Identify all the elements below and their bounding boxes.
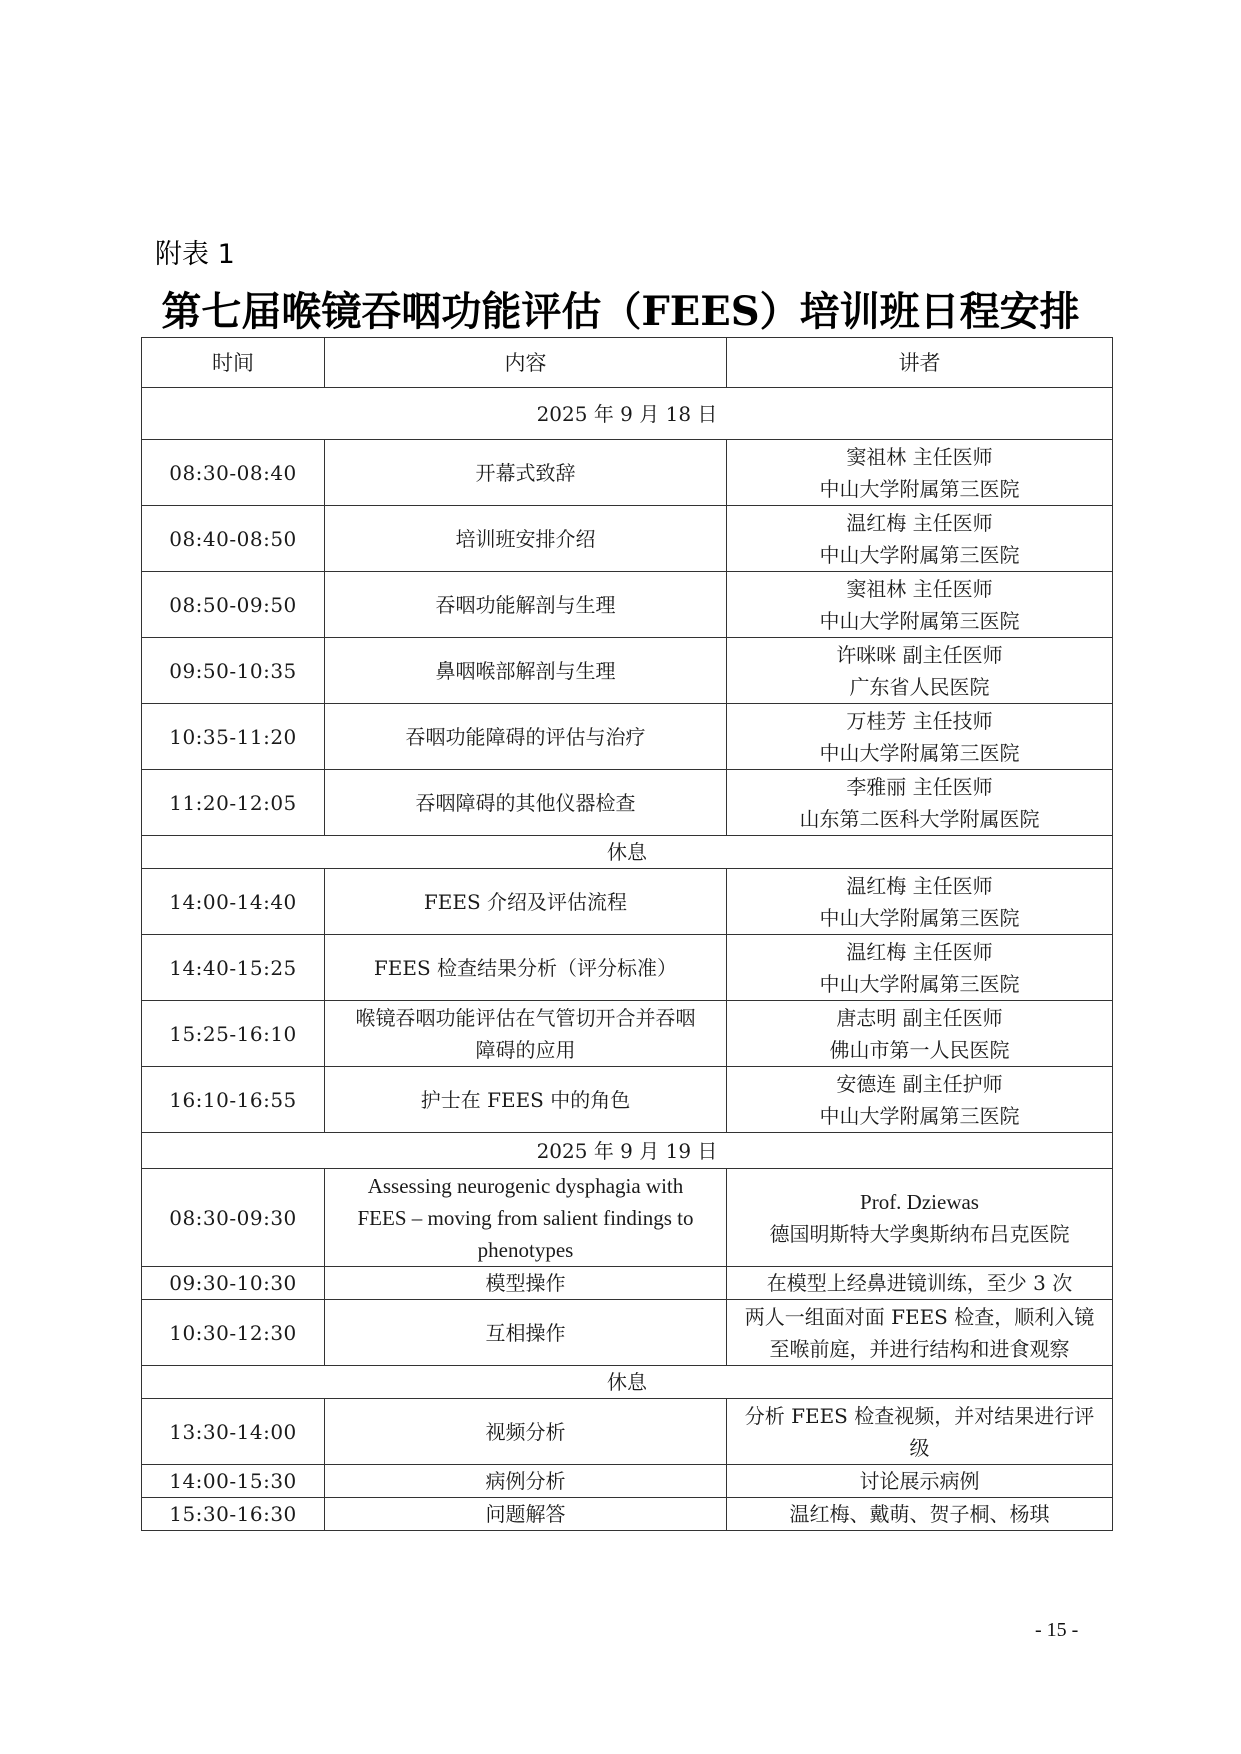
speaker-line: 中山大学附属第三医院 [819, 542, 1020, 567]
speaker-line: 万桂芳 主任技师 [846, 708, 993, 733]
speaker-line: 山东第二医科大学附属医院 [799, 806, 1040, 831]
session-speaker [727, 638, 1113, 704]
speaker-line: 温红梅 主任医师 [846, 510, 993, 535]
session-speaker [727, 1169, 1113, 1267]
document-title: 第七届喉镜吞咽功能评估（FEES）培训班日程安排 [161, 288, 1080, 335]
session-content [325, 1001, 727, 1067]
session-content [325, 1465, 727, 1498]
session-time: 16:10-16:55 [142, 1067, 325, 1133]
session-row [142, 1300, 1113, 1366]
session-content [325, 869, 727, 935]
speaker-line: 中山大学附属第三医院 [819, 971, 1020, 996]
day2-morning-sessions [142, 1169, 1113, 1366]
speaker-line: 许咪咪 副主任医师 [836, 642, 1003, 667]
session-speaker [727, 1300, 1113, 1366]
session-time: 08:50-09:50 [142, 572, 325, 638]
day2-afternoon-sessions [142, 1399, 1113, 1531]
date-day2: 2025 年 9 月 19 日 [142, 1133, 1113, 1169]
session-speaker [727, 1465, 1113, 1498]
content-line: 吞咽功能解剖与生理 [435, 592, 616, 617]
speaker-line: 中山大学附属第三医院 [819, 608, 1020, 633]
session-row [142, 935, 1113, 1001]
session-time: 10:35-11:20 [142, 704, 325, 770]
session-row [142, 1169, 1113, 1267]
session-speaker [727, 935, 1113, 1001]
session-content [325, 704, 727, 770]
break-label-day1: 休息 [142, 836, 1113, 869]
session-content [325, 572, 727, 638]
content-line: 护士在 FEES 中的角色 [420, 1087, 631, 1112]
content-line: 开幕式致辞 [475, 460, 576, 485]
session-content [325, 638, 727, 704]
session-speaker [727, 1267, 1113, 1300]
content-line: 互相操作 [485, 1320, 566, 1345]
session-speaker [727, 704, 1113, 770]
schedule-table [141, 337, 1113, 1531]
day1-afternoon-sessions [142, 869, 1113, 1133]
speaker-line: 广东省人民医院 [849, 674, 990, 699]
session-row [142, 1001, 1113, 1067]
content-line: 喉镜吞咽功能评估在气管切开合并吞咽 [355, 1005, 696, 1030]
session-content [325, 1399, 727, 1465]
session-time: 08:40-08:50 [142, 506, 325, 572]
session-row [142, 704, 1113, 770]
speaker-line: 窦祖林 主任医师 [846, 576, 993, 601]
session-time: 15:25-16:10 [142, 1001, 325, 1067]
header-time: 时间 [142, 338, 325, 388]
session-time: 09:30-10:30 [142, 1267, 325, 1300]
date-row-day1 [142, 388, 1113, 440]
session-time: 09:50-10:35 [142, 638, 325, 704]
speaker-line: 级 [909, 1435, 930, 1460]
content-line: 鼻咽喉部解剖与生理 [435, 658, 616, 683]
speaker-line: 讨论展示病例 [859, 1469, 980, 1493]
break-row-day2 [142, 1366, 1113, 1399]
content-line: FEES 检查结果分析（评分标准） [373, 955, 678, 980]
session-content [325, 935, 727, 1001]
session-row [142, 506, 1113, 572]
speaker-line: 分析 FEES 检查视频，并对结果进行评 [744, 1403, 1095, 1428]
session-content [325, 1067, 727, 1133]
speaker-line: 温红梅、戴萌、贺子桐、杨琪 [789, 1502, 1050, 1526]
session-speaker [727, 770, 1113, 836]
content-line: 视频分析 [485, 1419, 566, 1444]
date-row-day2 [142, 1133, 1113, 1169]
speaker-line: Prof. Dziewas [860, 1189, 979, 1214]
speaker-line: 在模型上经鼻进镜训练，至少 3 次 [766, 1271, 1073, 1295]
session-row [142, 1067, 1113, 1133]
speaker-line: 李雅丽 主任医师 [846, 774, 993, 799]
speaker-line: 温红梅 主任医师 [846, 873, 993, 898]
header-speaker: 讲者 [727, 338, 1113, 388]
session-speaker [727, 869, 1113, 935]
session-row [142, 1465, 1113, 1498]
content-line: Assessing neurogenic dysphagia with [367, 1173, 684, 1198]
break-row-day1 [142, 836, 1113, 869]
content-line: 病例分析 [485, 1469, 566, 1493]
content-line: 问题解答 [485, 1502, 566, 1526]
session-speaker [727, 1498, 1113, 1531]
session-content [325, 506, 727, 572]
session-speaker [727, 1399, 1113, 1465]
content-line: 吞咽障碍的其他仪器检查 [415, 790, 636, 815]
session-row [142, 1498, 1113, 1531]
session-content [325, 1498, 727, 1531]
speaker-line: 中山大学附属第三医院 [819, 476, 1020, 501]
session-row [142, 770, 1113, 836]
speaker-line: 中山大学附属第三医院 [819, 1103, 1020, 1128]
session-time: 13:30-14:00 [142, 1399, 325, 1465]
session-speaker [727, 572, 1113, 638]
speaker-line: 安德连 副主任护师 [836, 1071, 1003, 1096]
session-speaker [727, 1001, 1113, 1067]
session-content [325, 1169, 727, 1267]
annex-label: 附表 1 [155, 239, 235, 270]
speaker-line: 唐志明 副主任医师 [836, 1005, 1003, 1030]
session-time: 08:30-09:30 [142, 1169, 325, 1267]
speaker-line: 窦祖林 主任医师 [846, 444, 993, 469]
table-header-row [142, 338, 1113, 388]
speaker-line: 温红梅 主任医师 [846, 939, 993, 964]
session-time: 15:30-16:30 [142, 1498, 325, 1531]
header-content: 内容 [325, 338, 727, 388]
session-row [142, 869, 1113, 935]
content-line: 障碍的应用 [475, 1037, 576, 1062]
session-speaker [727, 506, 1113, 572]
session-time: 14:00-14:40 [142, 869, 325, 935]
break-label-day2: 休息 [142, 1366, 1113, 1399]
content-line: 培训班安排介绍 [455, 526, 596, 551]
content-line: 吞咽功能障碍的评估与治疗 [405, 724, 646, 749]
date-day1: 2025 年 9 月 18 日 [142, 388, 1113, 440]
session-row [142, 638, 1113, 704]
session-time: 14:00-15:30 [142, 1465, 325, 1498]
session-content [325, 1300, 727, 1366]
session-row [142, 572, 1113, 638]
speaker-line: 德国明斯特大学奥斯纳布吕克医院 [769, 1221, 1070, 1246]
session-content [325, 770, 727, 836]
day1-morning-sessions [142, 440, 1113, 836]
session-speaker [727, 1067, 1113, 1133]
session-row [142, 1267, 1113, 1300]
speaker-line: 两人一组面对面 FEES 检查，顺利入镜 [744, 1304, 1095, 1329]
content-line: 模型操作 [485, 1271, 566, 1295]
page-number: - 15 - [1035, 1619, 1079, 1641]
content-line: FEES 介绍及评估流程 [423, 889, 628, 914]
content-line: phenotypes [477, 1237, 574, 1262]
speaker-line: 中山大学附属第三医院 [819, 905, 1020, 930]
session-row [142, 1399, 1113, 1465]
speaker-line: 至喉前庭，并进行结构和进食观察 [769, 1336, 1070, 1361]
session-time: 11:20-12:05 [142, 770, 325, 836]
speaker-line: 中山大学附属第三医院 [819, 740, 1020, 765]
session-content [325, 1267, 727, 1300]
session-time: 14:40-15:25 [142, 935, 325, 1001]
content-line: FEES – moving from salient findings to [357, 1205, 694, 1230]
session-time: 08:30-08:40 [142, 440, 325, 506]
speaker-line: 佛山市第一人民医院 [829, 1037, 1010, 1062]
session-speaker [727, 440, 1113, 506]
session-time: 10:30-12:30 [142, 1300, 325, 1366]
session-row [142, 440, 1113, 506]
session-content [325, 440, 727, 506]
